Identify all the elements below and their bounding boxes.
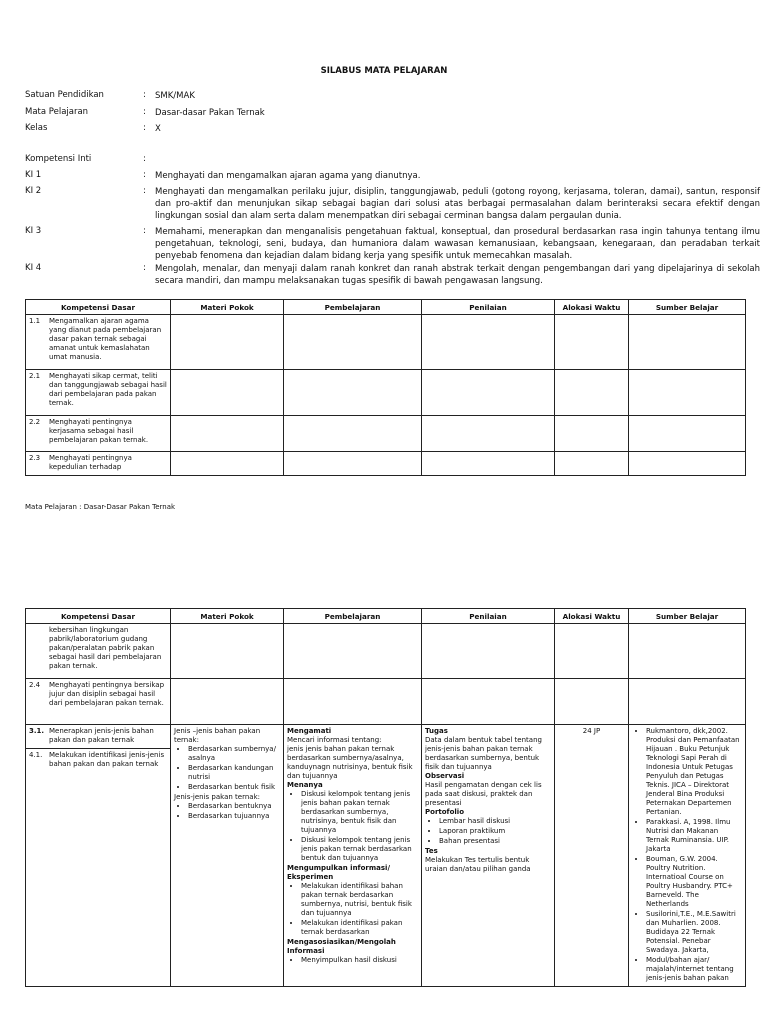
list-item: • Berdasarkan bentuknya: [188, 802, 280, 811]
column-header: Sumber Belajar: [629, 300, 746, 315]
header-label: KI 2: [25, 186, 42, 196]
colon: :: [143, 186, 146, 196]
list-item: • Berdasarkan tujuannya: [188, 812, 280, 821]
kd-cell: [26, 315, 171, 370]
kd-text: Melakukan identifikasi jenis-jenis bahan pakan dan pakan ternak: [49, 751, 165, 768]
colon: :: [143, 90, 146, 100]
section-heading: Tugas: [425, 727, 448, 735]
table-row: [26, 452, 746, 476]
column-header: Pembelajaran: [284, 609, 422, 624]
header-label: Kelas: [25, 123, 48, 133]
pembelajaran-cell: [284, 725, 422, 987]
list-item: • Menyimpulkan hasil diskusi: [301, 956, 418, 965]
kd-number: 2.1: [29, 372, 41, 380]
reference-list: [632, 727, 742, 983]
column-header: Sumber Belajar: [629, 609, 746, 624]
materi-intro: Jenis –jenis bahan pakan ternak:: [174, 727, 261, 744]
header-label: Satuan Pendidikan: [25, 90, 104, 100]
kd-text: kebersihan lingkungan pabrik/laboratorium gudang pakan/peralatan pabrik pakan sebagai hasil dari pembelajaran pakan ternak.: [49, 626, 162, 670]
header-value: SMK/MAK: [155, 91, 195, 101]
header-value: Memahami, menerapkan dan menganalisis pengetahuan faktual, konseptual, dan prosedural berdasarkan rasa ingin tahunya tentang ilmu pengetahuan, teknologi, seni, budaya, dan humaniora dalam wawasan kemanusiaan, kebangsaan, kenegaraan, dan peradaban terkait penyebab fenomena dan kejadian dalam bidang kerja yang spesifik untuk memecahkan masalah.: [155, 227, 760, 261]
column-header: Materi Pokok: [171, 609, 284, 624]
alokasi-value: 24 JP: [582, 727, 601, 735]
sumber-cell: [629, 725, 746, 987]
list-item: • Bahan presentasi: [439, 837, 551, 846]
kd-number: 4.1.: [29, 751, 43, 759]
column-header: Materi Pokok: [171, 300, 284, 315]
kd-number: 3.1.: [29, 727, 45, 735]
list-item: • Melakukan identifikasi pakan ternak berdasarkan: [301, 919, 418, 937]
kd-text: Menerapkan jenis-jenis bahan pakan dan pakan ternak: [49, 727, 154, 744]
header-value: Mengolah, menalar, dan menyaji dalam ranah konkret dan ranah abstrak terkait dengan pengembangan dari yang dipelajarinya di sekolah secara mandiri, dan mampu melaksanakan tugas spesifik di bawah pengawasan langsung.: [155, 264, 760, 286]
colon: :: [143, 170, 146, 180]
section-heading: Tes: [425, 847, 438, 855]
table-header-row: [26, 300, 746, 315]
section-heading: Observasi: [425, 772, 465, 780]
syllabus-table-2: [25, 608, 746, 987]
portfolio-list: [425, 817, 551, 846]
list-item: • Diskusi kelompok tentang jenis jenis pakan ternak berdasarkan bentuk dan tujuannya: [301, 836, 418, 863]
header-label: KI 3: [25, 226, 42, 236]
materi-list: [174, 802, 280, 821]
paragraph: Melakukan Tes tertulis bentuk uraian dan/atau pilihan ganda: [425, 856, 531, 873]
activity-list: [287, 956, 418, 965]
colon: :: [143, 107, 146, 117]
list-item: • Berdasarkan kandungan nutrisi: [188, 764, 280, 782]
kd-text: Menghayati pentingnya kepedulian terhadap: [49, 454, 132, 471]
header-label: KI 1: [25, 170, 42, 180]
kd-cell: [26, 370, 171, 416]
table-row: [26, 416, 746, 452]
paragraph: jenis jenis bahan pakan ternak berdasarkan sumbernya/asalnya, kanduynagn nutrisinya, bentuk fisik dan tujuannya: [287, 745, 413, 780]
colon: :: [143, 226, 146, 236]
section-heading: Menanya: [287, 781, 323, 789]
kd-cell: [26, 416, 171, 452]
list-item: • Parakkasi. A, 1998. Ilmu Nutrisi dan Makanan Ternak Ruminansia. UIP. Jakarta: [646, 818, 742, 854]
column-header: Alokasi Waktu: [555, 300, 629, 315]
section-heading: Mengasosiasikan/Mengolah Informasi: [287, 938, 396, 955]
table-header-row: [26, 609, 746, 624]
header-value: Menghayati dan mengamalkan ajaran agama yang dianutnya.: [155, 171, 421, 181]
header-value: Menghayati dan mengamalkan perilaku jujur, disiplin, tanggungjawab, peduli (gotong royong, kerjasama, toleran, damai), santun, responsif dan pro-aktif dan menunjukan sikap sebagai bagian dari solusi atas berbagai permasalahan dalam berinteraksi secara efektif dengan lingkungan sosial dan alam serta dalam menempatkan diri sebagai cerminan bangsa dalam pergaulan dunia.: [155, 187, 760, 221]
activity-list: [287, 882, 418, 937]
colon: :: [143, 263, 146, 273]
kd-number: 2.3: [29, 454, 41, 462]
section-heading: Portofolio: [425, 808, 465, 816]
kd-number: 2.4: [29, 681, 41, 689]
table-row: [26, 370, 746, 416]
list-item: • Berdasarkan sumbernya/ asalnya: [188, 745, 280, 763]
colon: :: [143, 123, 146, 133]
list-item: • Melakukan identifikasi bahan pakan ternak berdasarkan sumbernya, nutrisi, bentuk fisik dan tujuannya: [301, 882, 418, 918]
column-header: Kompetensi Dasar: [26, 609, 171, 624]
column-header: Pembelajaran: [284, 300, 422, 315]
header-value: X: [155, 124, 161, 134]
column-header: Penilaian: [422, 300, 555, 315]
kd-text: Menghayati pentingnya kerjasama sebagai hasil pembelajaran pakan ternak.: [49, 418, 149, 444]
kd-text: Mengamalkan ajaran agama yang dianut pada pembelajaran dasar pakan ternak sebagai amanat untuk kemaslahatan umat manusia.: [49, 317, 162, 361]
list-item: • Diskusi kelompok tentang jenis jenis bahan pakan ternak berdasarkan sumbernya, nutrisinya, bentuk fisik dan tujuannya: [301, 790, 418, 835]
kd-cell: [26, 452, 171, 476]
alokasi-cell: [555, 725, 629, 987]
materi-list: [174, 745, 280, 792]
kd-cell: [26, 679, 171, 725]
paragraph: Data dalam bentuk tabel tentang jenis-jenis bahan pakan ternak berdasarkan sumbernya, bentuk fisik dan tujuannya: [425, 736, 542, 771]
list-item: • Bouman, G.W. 2004. Poultry Nutrition. Internatioal Course on Poultry Husbandry. PTC+ Barneveld. The Netherlands: [646, 855, 742, 909]
list-item: • Lembar hasil diskusi: [439, 817, 551, 826]
list-item: • Laporan praktikum: [439, 827, 551, 836]
header-label: Kompetensi Inti: [25, 154, 92, 164]
list-item: • Berdasarkan bentuk fisik: [188, 783, 280, 792]
list-item: • Rukmantoro, dkk,2002. Produksi dan Pemanfaatan Hijauan . Buku Petunjuk Teknologi Sapi Perah di Indonesia Untuk Petugas Penyuluh dan Petugas Teknis. JICA – Direktorat Jenderal Bina Produksi Peternakan Departemen Pertanian.: [646, 727, 742, 817]
footer-subject-line: Mata Pelajaran : Dasar-Dasar Pakan Ternak: [25, 503, 176, 511]
materi-cell: [171, 725, 284, 987]
kd-text: Menghayati sikap cermat, teliti dan tanggungjawab sebagai hasil dari pembelajaran pada pakan ternak.: [49, 372, 167, 407]
penilaian-cell: [422, 725, 555, 987]
section-heading: Mengamati: [287, 727, 332, 735]
activity-list: [287, 790, 418, 863]
colon: :: [143, 154, 146, 164]
kd-cell: [26, 725, 171, 987]
document-title: SILABUS MATA PELAJARAN: [320, 66, 448, 76]
paragraph: Mencari informasi tentang:: [287, 736, 382, 744]
column-header: Kompetensi Dasar: [26, 300, 171, 315]
kd-cell: [26, 624, 171, 679]
column-header: Alokasi Waktu: [555, 609, 629, 624]
kd-number: 2.2: [29, 418, 41, 426]
column-header: Penilaian: [422, 609, 555, 624]
table-row: [26, 725, 746, 987]
kd-number: 1.1: [29, 317, 41, 325]
paragraph: Hasil pengamatan dengan cek lis pada saat diskusi, praktek dan presentasi: [425, 781, 542, 807]
materi-intro: Jenis-jenis pakan ternak:: [174, 793, 260, 801]
kd-text: Menghayati pentingnya bersikap jujur dan disiplin sebagai hasil dari pembelajaran pakan ternak.: [49, 681, 165, 707]
table-row: [26, 624, 746, 679]
table-row: [26, 679, 746, 725]
table-row: [26, 315, 746, 370]
syllabus-table-1: [25, 299, 746, 476]
header-label: Mata Pelajaran: [25, 107, 89, 117]
header-value: Dasar-dasar Pakan Ternak: [155, 108, 265, 118]
list-item: • Susilorini,T.E., M.E.Sawitri dan Muharlien. 2008. Budidaya 22 Ternak Potensial. Penebar Swadaya. Jakarta,: [646, 910, 742, 955]
list-item: • Modul/bahan ajar/ majalah/internet tentang jenis-jenis bahan pakan: [646, 956, 742, 983]
header-label: KI 4: [25, 263, 42, 273]
section-heading: Mengumpulkan informasi/ Eksperimen: [287, 864, 391, 881]
